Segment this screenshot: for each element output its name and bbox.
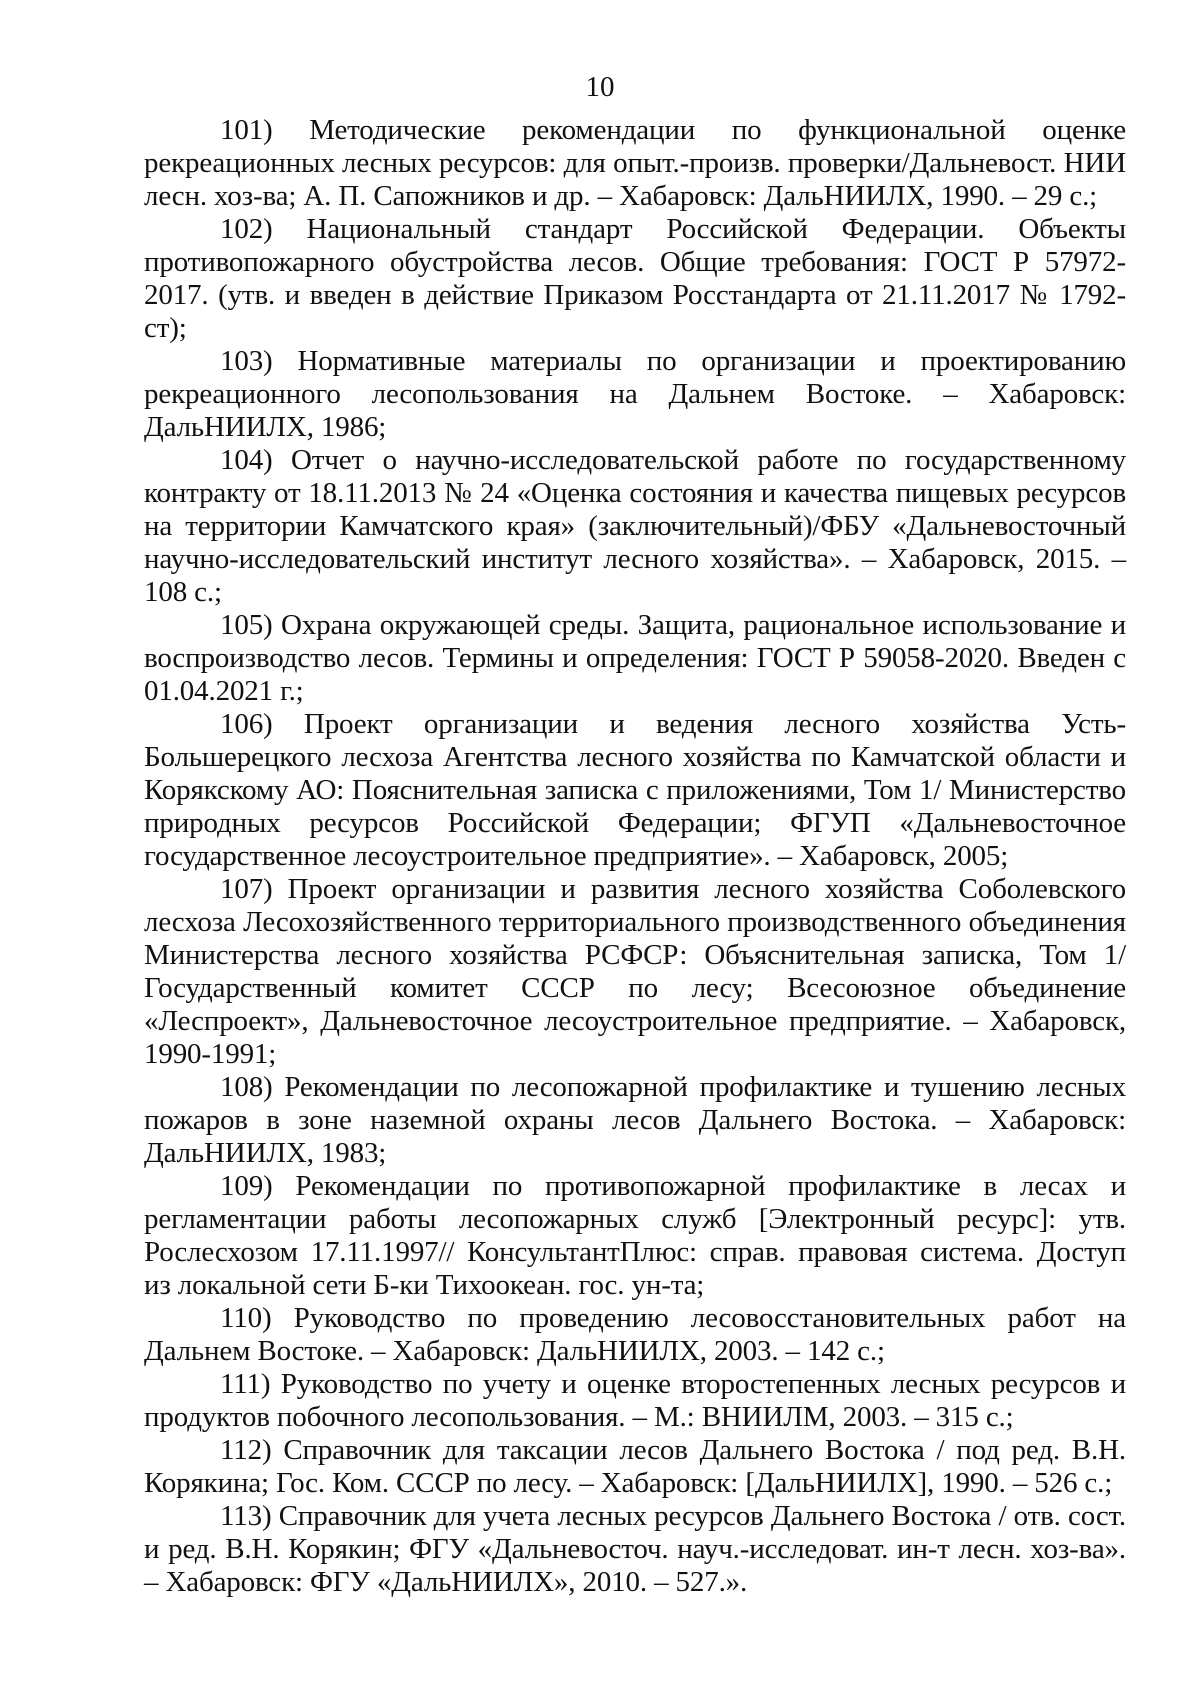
reference-list [144, 114, 1126, 1599]
reference-item-106: 106) Проект организации и ведения лесного хозяйства Усть-Большерецкого лесхоза Агентства лесного хозяйства по Камчатской области и Корякскому АО: Пояснительная записка с приложениями, Том 1/ Министерство природных ресурсов Российской Федерации; ФГУП «Дальневосточное государственное лесоустроительное предприятие». – Хабаровск, 2005; [144, 708, 1126, 872]
reference-item-109: 109) Рекомендации по противопожарной профилактике в лесах и регламентации работы лесопожарных служб [Электронный ресурс]: утв. Рослесхозом 17.11.1997// КонсультантПлюс: справ. правовая система. Доступ из локальной сети Б-ки Тихоокеан. гос. ун-та; [144, 1170, 1126, 1301]
reference-item-103: 103) Нормативные материалы по организации и проектированию рекреационного лесопользования на Дальнем Востоке. – Хабаровск: ДальНИИЛХ, 1986; [144, 345, 1126, 443]
reference-item-105: 105) Охрана окружающей среды. Защита, рациональное использование и воспроизводство лесов. Термины и определения: ГОСТ Р 59058-2020. Введен с 01.04.2021 г.; [144, 609, 1126, 707]
reference-item-108: 108) Рекомендации по лесопожарной профилактике и тушению лесных пожаров в зоне наземной охраны лесов Дальнего Востока. – Хабаровск: ДальНИИЛХ, 1983; [144, 1071, 1126, 1169]
reference-item-113: 113) Справочник для учета лесных ресурсов Дальнего Востока / отв. сост. и ред. В.Н. Корякин; ФГУ «Дальневосточ. науч.-исследоват. ин-т лесн. хоз-ва». – Хабаровск: ФГУ «ДальНИИЛХ», 2010. – 527.». [144, 1500, 1126, 1598]
reference-item-102: 102) Национальный стандарт Российской Федерации. Объекты противопожарного обустройства лесов. Общие требования: ГОСТ Р 57972-2017. (утв. и введен в действие Приказом Росстандарта от 21.11.2017 № 1792-ст); [144, 213, 1126, 344]
reference-item-104: 104) Отчет о научно-исследовательской работе по государственному контракту от 18.11.2013 № 24 «Оценка состояния и качества пищевых ресурсов на территории Камчатского края» (заключительный)/ФБУ «Дальневосточный научно-исследовательский институт лесного хозяйства». – Хабаровск, 2015. – 108 с.; [144, 444, 1126, 608]
reference-item-111: 111) Руководство по учету и оценке второстепенных лесных ресурсов и продуктов побочного лесопользования. – М.: ВНИИЛМ, 2003. – 315 с.; [144, 1368, 1126, 1433]
reference-item-112: 112) Справочник для таксации лесов Дальнего Востока / под ред. В.Н. Корякина; Гос. Ком. СССР по лесу. – Хабаровск: [ДальНИИЛХ], 1990. – 526 с.; [144, 1434, 1126, 1499]
reference-item-110: 110) Руководство по проведению лесовосстановительных работ на Дальнем Востоке. – Хабаровск: ДальНИИЛХ, 2003. – 142 с.; [144, 1302, 1126, 1367]
reference-item-107: 107) Проект организации и развития лесного хозяйства Соболевского лесхоза Лесохозяйственного территориального производственного объединения Министерства лесного хозяйства РСФСР: Объяснительная записка, Том 1/ Государственный комитет СССР по лесу; Всесоюзное объединение «Леспроект», Дальневосточное лесоустроительное предприятие. – Хабаровск, 1990-1991; [144, 873, 1126, 1070]
reference-item-101: 101) Методические рекомендации по функциональной оценке рекреационных лесных ресурсов: для опыт.-произв. проверки/Дальневост. НИИ лесн. хоз-ва; А. П. Сапожников и др. – Хабаровск: ДальНИИЛХ, 1990. – 29 с.; [144, 114, 1126, 212]
page-number: 10 [585, 71, 615, 103]
